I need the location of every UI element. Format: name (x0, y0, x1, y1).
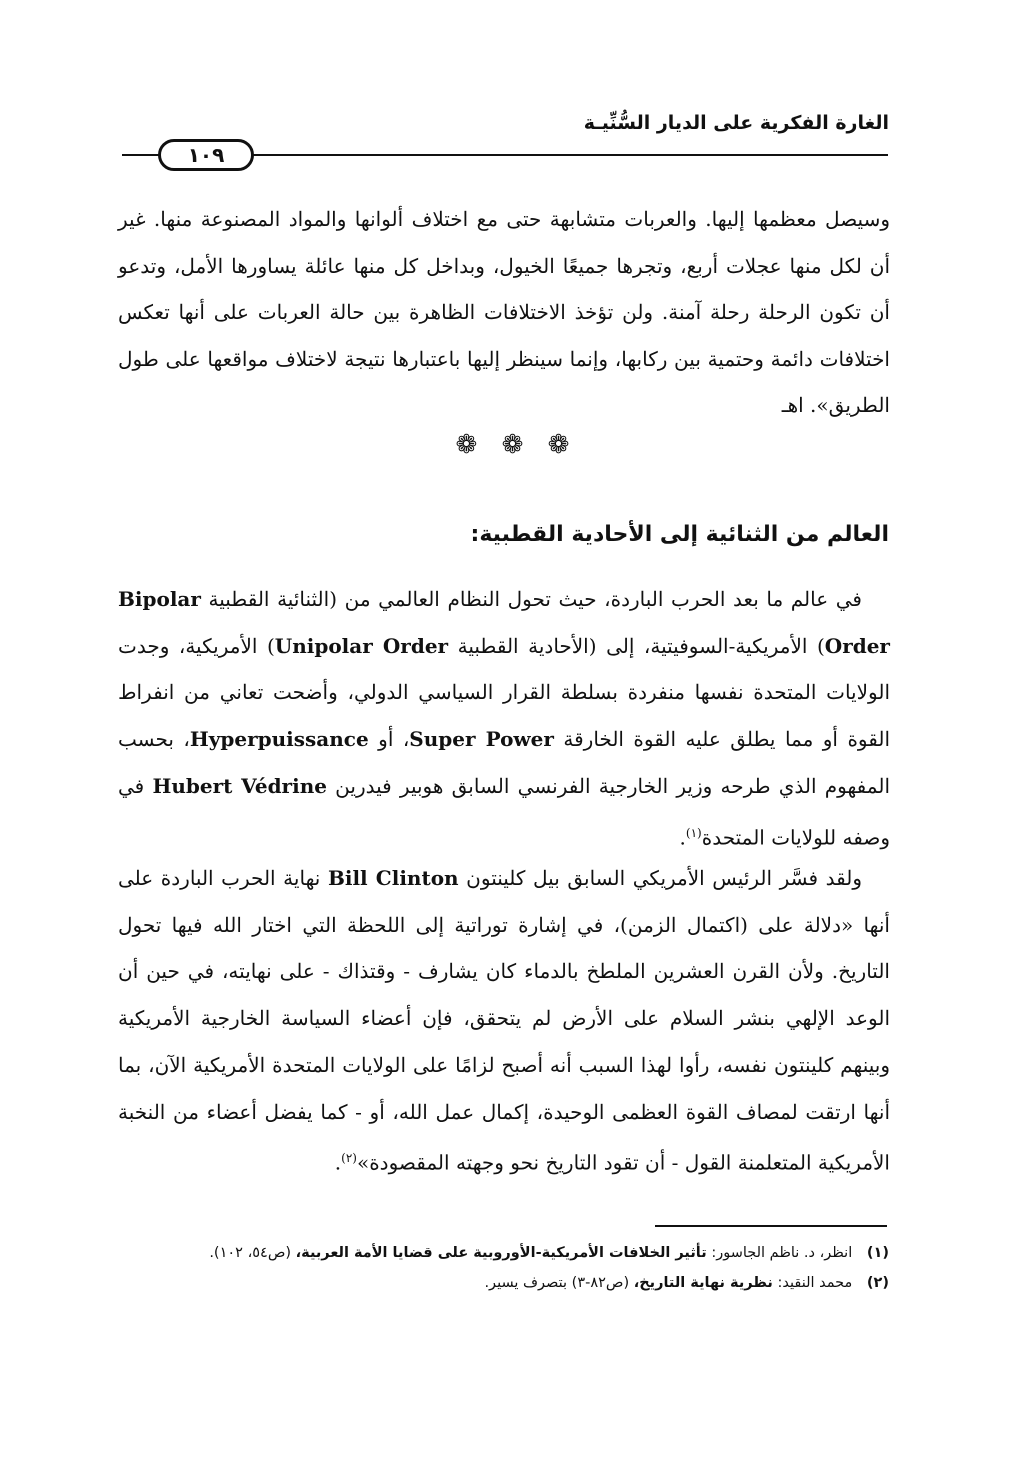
term-hubert-vedrine: Hubert Védrine (152, 773, 327, 798)
p2-text-end: . (679, 825, 686, 850)
section-heading: العالم من الثنائية إلى الأحادية القطبية: (470, 522, 889, 547)
paragraph-unipolar-text (118, 576, 890, 861)
footnote-2-number: (٢) (866, 1275, 889, 1291)
footnote-1-lead: انظر، د. ناظم الجاسور: (711, 1245, 853, 1261)
footnote-1 (129, 1238, 889, 1268)
footnote-rule (655, 1225, 887, 1227)
footnote-ref-2[interactable]: (٢) (341, 1151, 357, 1166)
footnote-2-lead: محمد النقيد: (777, 1275, 853, 1291)
footnote-2-tail: (ص٨٢-٣) بتصرف يسير. (484, 1275, 630, 1291)
footnotes (129, 1238, 889, 1298)
p3-text-2: نهاية الحرب الباردة على أنها «دلالة على (اكتمال الزمن)، في إشارة توراتية إلى اللحظة التي اختار الله فيها تحول التاريخ. ولأن القرن العشرين الملطخ بالدماء كان يشارف - وقتذاك - على نهايته، في حين أن الوعد الإلهي بنشر السلام على الأرض لم يتحقق، فإن أعضاء السياسة الخارجية الأمريكية وبينهم كلينتون نفسه، رأوا لهذا السبب أنه أصبح لزامًا على الولايات المتحدة الأمريكية الآن، بما أنها ارتقت لمصاف القوة العظمى الوحيدة، إكمال عمل الله، أو - كما يفضل أعضاء من النخبة الأمريكية المتعلمنة القول - أن تقود التاريخ نحو وجهته المقصودة» (118, 866, 890, 1175)
p3-text-end: . (334, 1150, 342, 1175)
p2-text-4: ، أو (378, 727, 410, 752)
p2-text-3: ) الأمريكية، وجدت الولايات المتحدة نفسها منفردة بسلطة القرار السياسي الدولي، وأضحت تعاني من انفراط القوة أو مما يطلق عليه القوة الخارقة (118, 633, 891, 752)
footnote-2 (129, 1268, 889, 1298)
footnote-1-tail: (ص٥٤، ١٠٢). (209, 1245, 292, 1261)
footnote-2-title: نظرية نهاية التاريخ، (633, 1275, 773, 1291)
term-bill-clinton: Bill Clinton (327, 866, 459, 890)
footnote-1-title: تأثير الخلافات الأمريكية-الأوروبية على قضايا الأمة العربية، (295, 1245, 707, 1261)
paragraph-clinton (118, 855, 890, 1187)
footnote-1-number: (١) (866, 1245, 889, 1261)
running-head-title: الغارة الفكرية على الديار السُّنِّيـة (583, 112, 889, 134)
footnote-ref-1[interactable]: (١) (685, 825, 702, 840)
section-ornament-icon: ❁ ❁ ❁ (455, 430, 578, 460)
intro-paragraph (118, 196, 890, 429)
paragraph-clinton-text (118, 855, 890, 1187)
term-hyperpuissance: Hyperpuissance (189, 727, 369, 752)
p3-text-1: ولقد فسَّر الرئيس الأمريكي السابق بيل كلينتون (466, 866, 863, 890)
term-bipolar-order: Bipolar Order (118, 587, 890, 658)
term-unipolar-order: Unipolar Order (274, 633, 449, 658)
p2-text-1: في عالم ما بعد الحرب الباردة، حيث تحول النظام العالمي من (الثنائية القطبية (208, 587, 862, 611)
page-number: ١٠٩ (158, 139, 254, 171)
p2-text-2: ) الأمريكية-السوفيتية، إلى (الأحادية القطبية (457, 633, 825, 658)
p2-text-5: ، بحسب المفهوم الذي طرحه وزير الخارجية الفرنسي السابق هوبير فيدرين (118, 727, 890, 798)
p2-text-6: في وصفه للولايات المتحدة (118, 773, 890, 850)
intro-paragraph-text: وسيصل معظمها إليها. والعربات متشابهة حتى مع اختلاف ألوانها والمواد المصنوعة منها. غير أن لكل منها عجلات أربع، وتجرها جميعًا الخيول، وبداخل كل منها عائلة يساورها الأمل، وتدعو أن تكون الرحلة رحلة آمنة. ولن تؤخذ الاختلافات الظاهرة بين حالة العربات على أنها تعكس اختلافات دائمة وحتمية بين ركابها، وإنما سينظر إليها باعتبارها نتيجة لاختلاف مواقعها على طول الطريق». اهـ (118, 207, 890, 417)
paragraph-unipolar (118, 576, 890, 861)
term-super-power: Super Power (409, 727, 554, 752)
